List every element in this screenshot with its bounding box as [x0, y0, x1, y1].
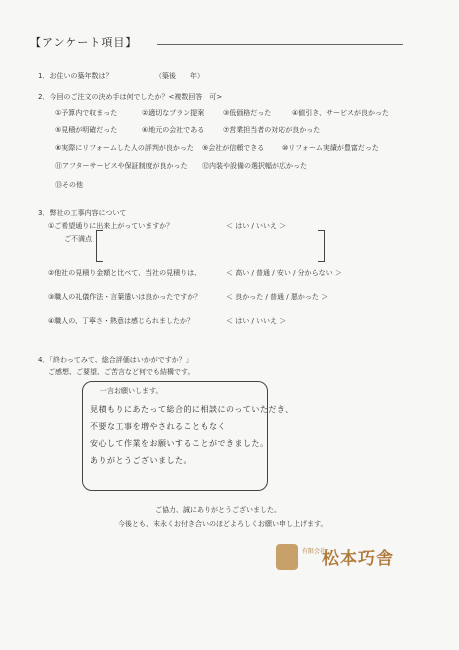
q4-label: 4．「終わってみて、総合評価はいかがですか？」	[38, 356, 193, 364]
closing-line: 今後とも、末永くお付き合いのほどよろしくお願い申し上げます。	[118, 520, 328, 528]
q3-sub1: ①ご希望通りに出来上がっていますか？	[48, 222, 174, 230]
comment-line: 見積もりにあたって総合的に相談にのっていただき、	[90, 405, 294, 414]
q2-option: ③低価格だった	[223, 109, 272, 117]
q2-option: ④値引き、サービスが良かった	[292, 109, 389, 117]
comment-box-title: 一言お願いします。	[100, 387, 163, 395]
comment-line: 不要な工事を増やされることもなく	[90, 422, 226, 431]
q2-option: ⑥地元の会社である	[142, 126, 205, 134]
q3-sub1-note: ご不満点	[64, 235, 92, 243]
company-type: 有限会社	[302, 548, 327, 555]
q3-sub2: ②他社の見積り金額と比べて、当社の見積りは、	[48, 269, 202, 277]
closing-line: ご協力、誠にありがとうございました。	[155, 506, 281, 514]
company-name: 松本巧舎	[322, 549, 394, 569]
q2-option: ⑪アフターサービスや保証制度が良かった	[55, 162, 188, 170]
note-bracket-right	[318, 230, 325, 262]
q3-sub3-answer: ＜ 良かった / 普通 / 悪かった ＞	[226, 293, 329, 301]
comment-box	[82, 381, 268, 491]
comment-line: 安心して作業をお願いすることができました。	[90, 439, 269, 448]
q3-sub4-answer: ＜ はい / いいえ ＞	[226, 317, 287, 325]
q2-option: ⑨会社が信頼できる	[202, 144, 265, 152]
q4-sub: ご感想、ご要望、ご苦言など何でも結構です。	[48, 368, 195, 376]
q2-label: 2．今回のご注文の決め手は何でしたか？<複数回答 可>	[38, 93, 223, 101]
q2-option: ⑬その他	[55, 181, 83, 189]
q2-option: ⑧実際にリフォームした人の評判が良かった	[55, 144, 194, 152]
page-title: 【アンケート項目】	[30, 36, 138, 49]
q2-option: ⑩リフォーム実績が豊富だった	[282, 144, 379, 152]
note-bracket-left	[96, 230, 103, 262]
company-logo-mark	[276, 544, 298, 570]
q2-option: ⑤見積が明確だった	[55, 126, 118, 134]
q3-sub4: ④職人の、丁寧さ・熱意は感じられましたか？	[48, 317, 194, 325]
q1-label: 1．お住いの築年数は？	[38, 72, 113, 80]
q2-option: ①予算内で収まった	[55, 109, 118, 117]
q1-value: （築後 年）	[155, 72, 204, 80]
q2-option: ②適切なプラン提案	[142, 109, 205, 117]
header-rule	[157, 44, 403, 45]
q3-label: 3．弊社の工事内容について	[38, 209, 127, 217]
q2-option: ⑫内装や設備の選択幅が広かった	[202, 162, 307, 170]
q3-sub2-answer: ＜ 高い / 普通 / 安い / 分からない ＞	[226, 269, 342, 277]
q3-sub1-answer: ＜ はい / いいえ ＞	[226, 222, 287, 230]
q2-option: ⑦営業担当者の対応が良かった	[223, 126, 321, 134]
comment-line: ありがとうございました。	[90, 456, 192, 465]
q3-sub3: ③職人の礼儀作法・言葉遣いは良かったですか？	[48, 293, 202, 301]
